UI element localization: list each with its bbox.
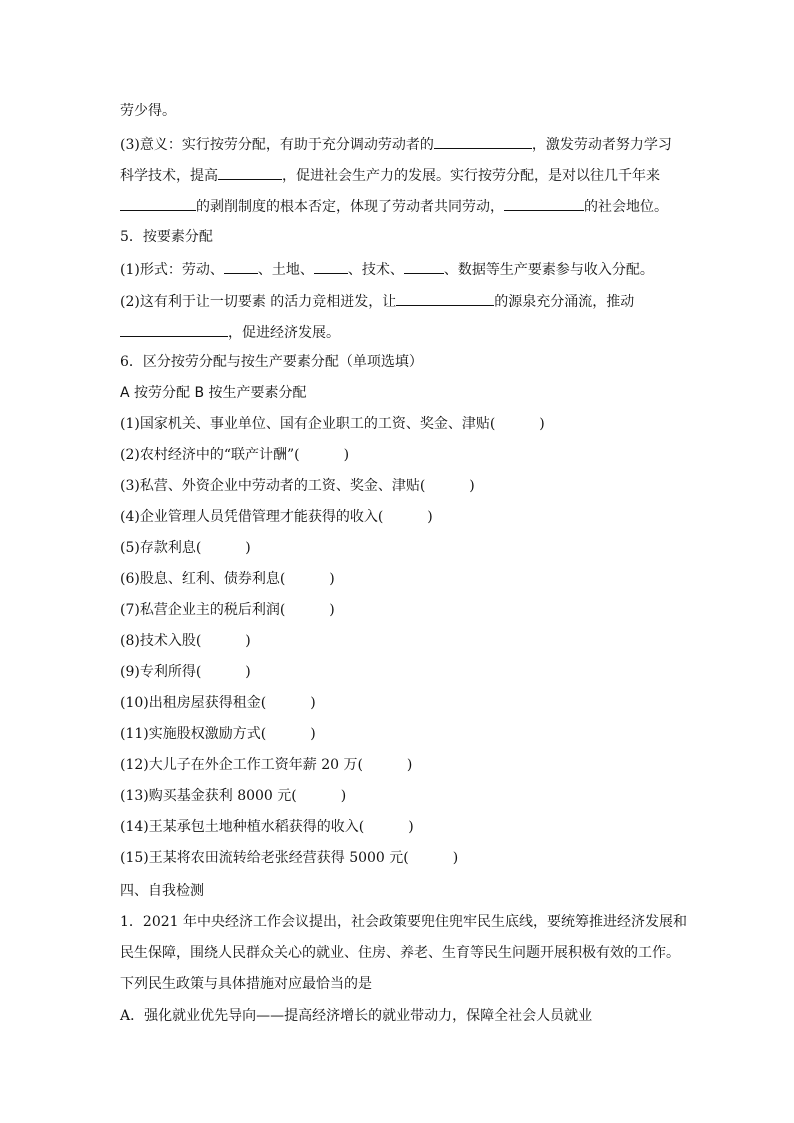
classification-item-text: (5)存款利息(	[120, 540, 202, 556]
close-paren: )	[245, 540, 251, 556]
question-1-line-3: 下列民生政策与具体措施对应最恰当的是	[120, 976, 372, 992]
answer-blank[interactable]	[314, 258, 348, 274]
answer-blank[interactable]	[120, 195, 196, 211]
section-6-options: A 按劳分配 B 按生产要素分配	[120, 385, 307, 401]
classification-item-text: (12)大儿子在外企工作工资年薪 20 万(	[120, 757, 363, 773]
close-paren: )	[245, 664, 251, 680]
close-paren: )	[329, 602, 335, 618]
close-paren: )	[452, 850, 459, 866]
classification-item-text: (1)国家机关、事业单位、国有企业职工的工资、奖金、津贴(	[120, 416, 496, 432]
answer-blank[interactable]	[434, 133, 532, 149]
close-paren: )	[343, 447, 350, 463]
significance-text-1a: (3)意义：实行按劳分配，有助于充分调动劳动者的	[120, 137, 434, 153]
significance-line-1	[120, 133, 672, 155]
answer-blank[interactable]	[396, 290, 494, 306]
close-paren: )	[539, 416, 545, 432]
classification-item	[120, 848, 458, 868]
question-1-option-a: A．强化就业优先导向——提高经济增长的就业带动力，保障全社会人员就业	[120, 1008, 593, 1024]
close-paren: )	[469, 478, 475, 494]
factor-forms-text-d: 、数据等生产要素参与收入分配。	[443, 262, 654, 278]
close-paren: )	[245, 633, 251, 649]
classification-item	[120, 817, 414, 837]
classification-item	[120, 786, 346, 806]
significance-text-3b: 的社会地位。	[584, 199, 668, 215]
classification-item-text: (4)企业管理人员凭借管理才能获得的收入(	[120, 509, 384, 525]
close-paren: )	[340, 788, 347, 804]
question-1-line-2: 民生保障，围绕人民群众关心的就业、住房、养老、生育等民生问题开展积极有效的工作。	[120, 945, 680, 961]
classification-item	[120, 445, 349, 465]
classification-item-text: (8)技术入股(	[120, 633, 202, 649]
classification-item	[120, 507, 433, 527]
factor-benefit-text-a: (2)这有利于让一切要素 的活力竞相迸发，让	[120, 294, 397, 310]
classification-item	[120, 755, 412, 775]
factor-forms-text-c: 、技术、	[347, 262, 404, 278]
close-paren: )	[329, 571, 335, 587]
close-paren: )	[406, 757, 413, 773]
classification-item	[120, 538, 251, 558]
factor-forms-text-b: 、土地、	[257, 262, 314, 278]
section-6-heading: 6．区分按劳分配与按生产要素分配（单项选填）	[120, 354, 423, 370]
classification-item	[120, 693, 316, 713]
factor-forms-line	[120, 258, 654, 280]
classification-item-text: (10)出租房屋获得租金(	[120, 695, 267, 711]
classification-item	[120, 476, 475, 496]
classification-item	[120, 569, 335, 589]
significance-text-2b: ，促进社会生产力的发展。实行按劳分配，是对以往几千年来	[282, 168, 660, 184]
answer-blank[interactable]	[218, 164, 282, 180]
classification-item-text: (9)专利所得(	[120, 664, 202, 680]
answer-blank[interactable]	[504, 195, 584, 211]
answer-blank[interactable]	[404, 258, 444, 274]
factor-benefit-line-2	[120, 321, 340, 343]
classification-item	[120, 631, 251, 651]
significance-text-3a: 的剥削制度的根本否定，体现了劳动者共同劳动，	[196, 199, 504, 215]
significance-text-2a: 科学技术，提高	[120, 168, 218, 184]
classification-item-text: (15)王某将农田流转给老张经营获得 5000 元(	[120, 850, 409, 866]
factor-benefit-text-c: ，促进经济发展。	[228, 325, 340, 341]
close-paren: )	[427, 509, 433, 525]
classification-item-text: (3)私营、外资企业中劳动者的工资、奖金、津贴(	[120, 478, 426, 494]
section-4-heading: 四、自我检测	[120, 883, 204, 899]
answer-blank[interactable]	[224, 258, 258, 274]
close-paren: )	[310, 695, 316, 711]
classification-item	[120, 414, 545, 434]
classification-item	[120, 600, 335, 620]
significance-line-3	[120, 195, 668, 217]
classification-item	[120, 662, 251, 682]
answer-blank[interactable]	[120, 321, 228, 337]
classification-item-text: (6)股息、红利、债券利息(	[120, 571, 286, 587]
classification-item-text: (14)王某承包土地种植水稻获得的收入(	[120, 819, 365, 835]
significance-line-2	[120, 164, 660, 186]
question-1-line-1: 1．2021 年中央经济工作会议提出，社会政策要兜住兜牢民生底线，要统筹推进经济发展和	[120, 914, 687, 930]
classification-item-text: (7)私营企业主的税后利润(	[120, 602, 286, 618]
factor-forms-text-a: (1)形式：劳动、	[120, 262, 224, 278]
classification-item-text: (2)农村经济中的“联产计酬”(	[120, 447, 300, 463]
classification-item-text: (11)实施股权激励方式(	[120, 726, 267, 742]
section-5-heading: 5．按要素分配	[120, 229, 213, 245]
classification-item-text: (13)购买基金获利 8000 元(	[120, 788, 297, 804]
close-paren: )	[408, 819, 414, 835]
factor-benefit-text-b: 的源泉充分涌流，推动	[494, 294, 635, 310]
intro-tail-text: 劳少得。	[120, 103, 176, 119]
significance-text-1b: ，激发劳动者努力学习	[531, 137, 672, 153]
factor-benefit-line-1	[120, 290, 634, 312]
classification-item	[120, 724, 316, 744]
close-paren: )	[310, 726, 316, 742]
